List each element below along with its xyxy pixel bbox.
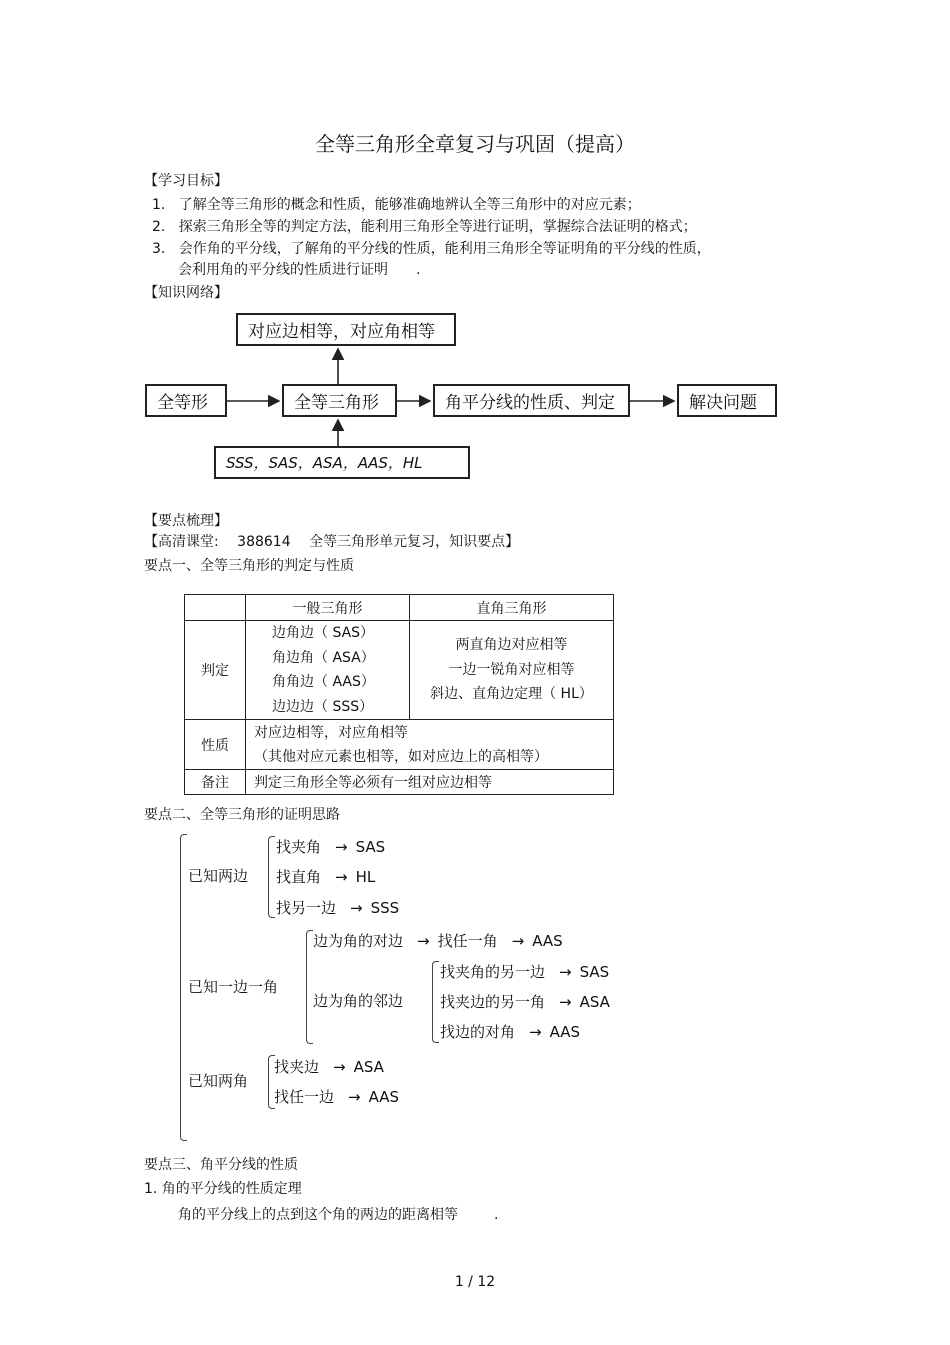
- network-heading: 【知识网络】: [144, 285, 228, 301]
- tree-item-result: SAS: [355, 838, 386, 856]
- tree-item: [274, 1086, 399, 1107]
- criterion-leg-acute-angle: 一边一锐角对应相等: [448, 661, 575, 678]
- bisector-theorem-text: 角的平分线上的点到这个角的两边的距离相等: [178, 1207, 458, 1223]
- keypoint-3-1-heading: 1. 角的平分线的性质定理: [144, 1181, 302, 1197]
- arrow-icon: →: [348, 1088, 361, 1106]
- keypoints-heading: 【要点梳理】: [144, 513, 228, 529]
- tree-item-text: 找直角: [276, 868, 322, 886]
- table-header-right: 直角三角形: [410, 595, 614, 621]
- bisector-theorem-period: .: [494, 1207, 499, 1223]
- tree-item: [313, 930, 563, 951]
- criterion-sss: 边边边（ SSS）: [272, 698, 374, 715]
- keypoint-1-heading: 要点一、全等三角形的判定与性质: [144, 558, 354, 574]
- tree-item: [440, 991, 610, 1012]
- tree-subgroup-adjacent: 边为角的邻边: [313, 992, 404, 1010]
- tree-item-result: SSS: [370, 899, 400, 917]
- tree-item-result: HL: [355, 868, 376, 886]
- diagram-arrows: [0, 0, 950, 500]
- brace-adjacent: [432, 961, 439, 1043]
- table-cell-remarks: 判定三角形全等必须有一组对应边相等: [246, 770, 614, 795]
- page-title: 全等三角形全章复习与巩固（提高）: [315, 132, 635, 156]
- tree-item-result: AAS: [532, 932, 563, 950]
- criterion-hl: 斜边、直角边定理（ HL）: [430, 686, 593, 703]
- arrow-icon: →: [559, 963, 572, 981]
- tree-item: [276, 836, 385, 857]
- keypoint-2-heading: 要点二、全等三角形的证明思路: [144, 807, 340, 823]
- table-cell-right-criteria: [410, 621, 614, 720]
- goal-period: .: [416, 262, 421, 278]
- keypoint-3-heading: 要点三、角平分线的性质: [144, 1157, 298, 1173]
- tree-item: [440, 1021, 580, 1042]
- tree-item-text: 找边的对角: [440, 1023, 516, 1041]
- table-cell-properties: [246, 720, 614, 770]
- hd-text: 全等三角形单元复习，知识要点】: [309, 534, 520, 550]
- tree-group-side-angle: 已知一边一角: [188, 978, 279, 996]
- arrow-icon: →: [511, 932, 525, 950]
- arrow-icon: →: [335, 868, 348, 886]
- table-row-label-remarks: 备注: [185, 770, 246, 795]
- goal-text: 会作角的平分线，了解角的平分线的性质，能利用三角形全等证明角的平分线的性质，: [178, 241, 711, 257]
- tree-item-text: 找夹角: [276, 838, 322, 856]
- hd-code: 388614: [237, 534, 291, 550]
- arrow-icon: →: [559, 993, 572, 1011]
- tree-item-result: ASA: [353, 1058, 384, 1076]
- table-row-label-criteria: 判定: [185, 621, 246, 720]
- diagram-box-properties: 对应边相等，对应角相等: [236, 313, 456, 346]
- tree-item-result: AAS: [549, 1023, 581, 1041]
- tree-item-text: 找夹角的另一边: [440, 963, 546, 981]
- goals-heading: 【学习目标】: [144, 173, 228, 189]
- tree-item-text: 找夹边: [274, 1058, 320, 1076]
- diagram-box-congruent-triangles: 全等三角形: [282, 384, 397, 417]
- goal-number: 3.: [152, 241, 166, 257]
- criterion-asa: 角边角（ ASA）: [272, 649, 375, 666]
- criterion-sas: 边角边（ SAS）: [272, 625, 375, 641]
- tree-item-result: ASA: [579, 993, 610, 1011]
- arrow-icon: →: [529, 1023, 542, 1041]
- tree-item-text: 找夹边的另一角: [440, 993, 546, 1011]
- table-header-general: 一般三角形: [246, 595, 410, 621]
- tree-item-text: 找任一角: [437, 932, 498, 950]
- bisector-theorem: [178, 1204, 498, 1224]
- goal-number: 1.: [152, 197, 166, 213]
- tree-item-text: 找任一边: [274, 1088, 335, 1106]
- diagram-box-solve-problems: 解决问题: [677, 384, 777, 417]
- page-number: 1 / 12: [454, 1274, 496, 1290]
- tree-item: [276, 897, 399, 918]
- arrow-icon: →: [350, 899, 363, 917]
- brace-side-angle: [306, 930, 313, 1044]
- tree-group-two-angles: 已知两角: [188, 1072, 249, 1090]
- hd-classroom-line: [144, 531, 519, 551]
- table-cell-general-criteria: [246, 621, 410, 720]
- property-line: 对应边相等，对应角相等: [254, 724, 408, 741]
- diagram-box-criteria: SSS，SAS，ASA，AAS，HL: [214, 446, 470, 479]
- arrow-icon: →: [333, 1058, 346, 1076]
- hd-label: 【高清课堂:: [144, 534, 219, 550]
- tree-item: [276, 866, 375, 887]
- arrow-icon: →: [335, 838, 348, 856]
- goal-text: 探索三角形全等的判定方法，能利用三角形全等进行证明，掌握综合法证明的格式；: [178, 219, 697, 235]
- table-row-label-properties: 性质: [185, 720, 246, 770]
- tree-item-result: AAS: [368, 1088, 400, 1106]
- goal-text: 了解全等三角形的概念和性质，能够准确地辨认全等三角形中的对应元素；: [178, 197, 641, 213]
- diagram-box-angle-bisector: 角平分线的性质、判定: [433, 384, 630, 417]
- criteria-table: [184, 594, 614, 795]
- tree-item: [440, 961, 609, 982]
- goal-number: 2.: [152, 219, 166, 235]
- table-corner-cell: [185, 595, 246, 621]
- property-line: （其他对应元素也相等，如对应边上的高相等）: [254, 748, 548, 765]
- tree-subgroup-opposite: 边为角的对边: [313, 932, 404, 950]
- brace-two-sides: [268, 836, 275, 918]
- goal-continuation-text: 会利用角的平分线的性质进行证明: [178, 262, 388, 278]
- tree-item-result: SAS: [579, 963, 610, 981]
- tree-item-text: 找另一边: [276, 899, 337, 917]
- diagram-box-congruent-shapes: 全等形: [145, 384, 227, 417]
- tree-item: [274, 1056, 384, 1077]
- criterion-aas: 角角边（ AAS）: [272, 674, 375, 690]
- brace-outer: [180, 834, 187, 1141]
- tree-group-two-sides: 已知两边: [188, 867, 249, 885]
- arrow-icon: →: [417, 932, 430, 950]
- criterion-two-legs: 两直角边对应相等: [455, 637, 568, 654]
